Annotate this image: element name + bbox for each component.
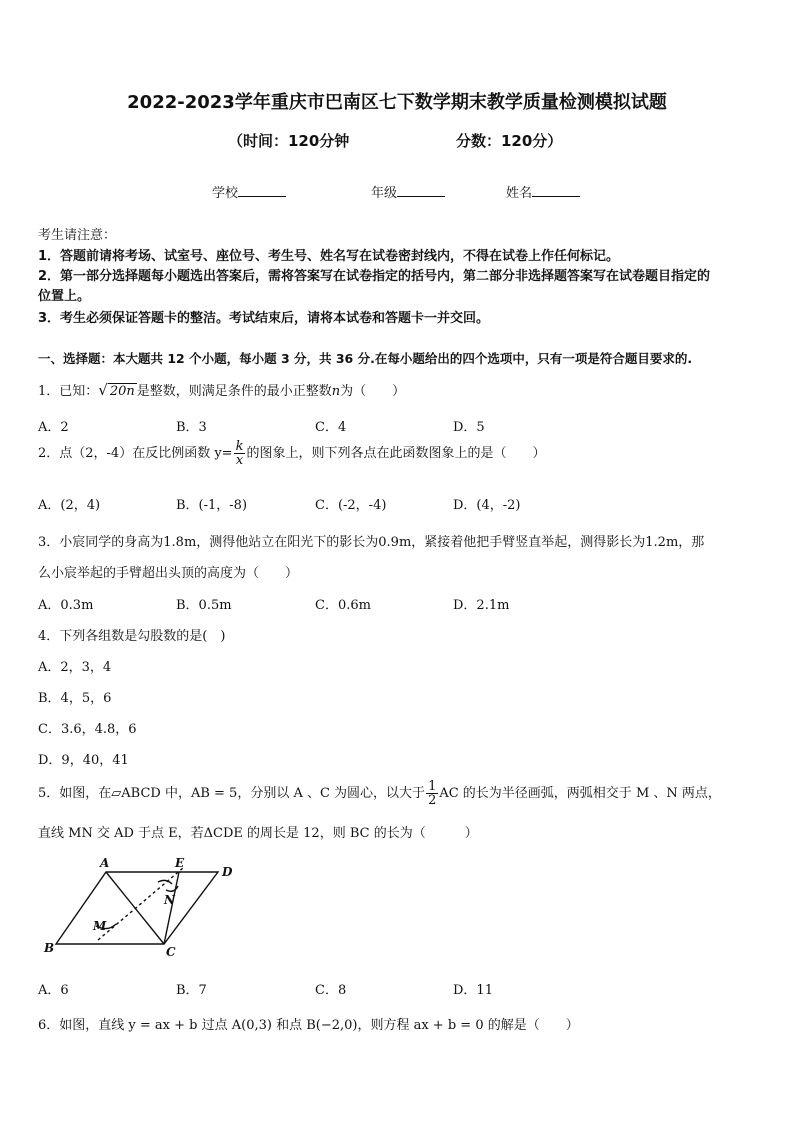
label-b: B bbox=[44, 941, 55, 955]
q4-option-c: C．3.6，4.8，6 bbox=[38, 722, 137, 737]
q3-option-d: D．2.1m bbox=[453, 598, 510, 613]
q1-post: 为（ ） bbox=[340, 384, 406, 399]
label-a: A bbox=[100, 856, 110, 870]
name-blank bbox=[532, 184, 580, 197]
question-5-line-1 bbox=[38, 780, 721, 807]
question-1: 1．已知：√ 20n 是整数，则满足条件的最小正整数n为（ ） bbox=[38, 381, 406, 399]
notice-item-2-cont: 位置上。 bbox=[38, 289, 91, 304]
q1-radicand: 20n bbox=[109, 384, 135, 399]
q1-option-d: D．5 bbox=[453, 420, 485, 435]
q5-num: 1 bbox=[428, 779, 437, 794]
q2-pre: 2．点（2，-4）在反比例函数 y= bbox=[38, 446, 233, 461]
q4-option-b: B．4，5，6 bbox=[38, 691, 112, 706]
q2-fraction bbox=[234, 440, 246, 467]
q1-pre: 1．已知： bbox=[38, 384, 99, 399]
q5-option-c: C．8 bbox=[315, 983, 347, 998]
notice-heading: 考生请注意： bbox=[38, 228, 117, 243]
question-6: 6．如图，直线 y = ax + b 过点 A(0,3) 和点 B(−2,0)，则方程 ax + b = 0 的解是（ ） bbox=[38, 1018, 579, 1033]
q1-option-c: C．4 bbox=[315, 420, 347, 435]
exam-score: 分数：120分） bbox=[456, 132, 563, 150]
grade-field bbox=[371, 182, 445, 201]
section-heading: 一、选择题：本大题共 12 个小题，每小题 3 分，共 36 分.在每小题给出的四个选项中，只有一项是符合题目要求的. bbox=[38, 351, 693, 366]
q2-option-c: C．(-2，-4) bbox=[315, 498, 387, 513]
q1-option-b: B．3 bbox=[176, 420, 207, 435]
q5-option-b: B．7 bbox=[176, 983, 207, 998]
label-c: C bbox=[166, 945, 176, 959]
school-label: 学校 bbox=[212, 186, 239, 201]
school-blank bbox=[238, 184, 286, 197]
grade-label: 年级 bbox=[371, 186, 398, 201]
label-d: D bbox=[222, 865, 233, 879]
q4-option-a: A．2，3，4 bbox=[38, 660, 112, 675]
q3-option-b: B．0.5m bbox=[176, 598, 232, 613]
notice-item-2: 2．第一部分选择题每小题选出答案后，需将答案写在试卷指定的括号内，第二部分非选择题答案写在试卷题目指定的 bbox=[38, 269, 711, 284]
q5-post: AC 的长为半径画弧，两弧相交于 M 、N 两点， bbox=[439, 786, 721, 801]
q1-option-a: A．2 bbox=[38, 420, 69, 435]
q2-num: k bbox=[235, 439, 244, 454]
notice-item-1: 1．答题前请将考场、试室号、座位号、考生号、姓名写在试卷密封线内，不得在试卷上作任何标记。 bbox=[38, 249, 620, 264]
arc-n bbox=[158, 880, 172, 884]
question-4: 4．下列各组数是勾股数的是( ) bbox=[38, 629, 226, 644]
q5-option-d: D．11 bbox=[453, 983, 493, 998]
label-n: N bbox=[164, 893, 175, 907]
q5-den: 2 bbox=[428, 793, 437, 808]
page-title: 2022-2023学年重庆市巴南区七下数学期末教学质量检测模拟试题 bbox=[127, 92, 667, 113]
q5-option-a: A．6 bbox=[38, 983, 69, 998]
parallelogram-figure bbox=[38, 852, 238, 962]
name-label: 姓名 bbox=[506, 186, 533, 201]
question-5-line-2: 直线 MN 交 AD 于点 E，若ΔCDE 的周长是 12，则 BC 的长为（ ） bbox=[38, 826, 478, 841]
q5-fraction bbox=[426, 780, 438, 807]
label-m: M bbox=[93, 919, 107, 933]
question-3-line-2: 么小宸举起的手臂超出头顶的高度为（ ） bbox=[38, 566, 299, 581]
question-3-line-1: 3．小宸同学的身高为1.8m，测得他站立在阳光下的影长为0.9m，紧接着他把手臂竖直举起，测得影长为1.2m，那 bbox=[38, 535, 705, 550]
label-e: E bbox=[175, 856, 185, 870]
q2-post: 的图象上，则下列各点在此函数图象上的是（ ） bbox=[246, 446, 546, 461]
q2-option-b: B．(-1，-8) bbox=[176, 498, 248, 513]
name-field bbox=[506, 182, 580, 201]
school-field bbox=[212, 182, 286, 201]
q3-option-c: C．0.6m bbox=[315, 598, 371, 613]
grade-blank bbox=[397, 184, 445, 197]
q2-option-d: D．(4，-2) bbox=[453, 498, 521, 513]
question-2 bbox=[38, 440, 545, 467]
q1-mid: 是整数，则满足条件的最小正整数 bbox=[136, 384, 332, 399]
exam-time: （时间：120分钟 bbox=[228, 132, 350, 150]
q2-den: x bbox=[235, 453, 244, 468]
notice-item-3: 3．考生必须保证答题卡的整洁。考试结束后，请将本试卷和答题卡一并交回。 bbox=[38, 311, 490, 326]
q1-var: n bbox=[331, 384, 341, 399]
q3-option-a: A．0.3m bbox=[38, 598, 94, 613]
q2-option-a: A．(2，4) bbox=[38, 498, 101, 513]
q4-option-d: D．9，40，41 bbox=[38, 753, 129, 768]
q5-pre: 5．如图，在▱ABCD 中，AB = 5，分别以 A 、C 为圆心，以大于 bbox=[38, 786, 426, 801]
parallelogram-abcd bbox=[56, 872, 218, 944]
